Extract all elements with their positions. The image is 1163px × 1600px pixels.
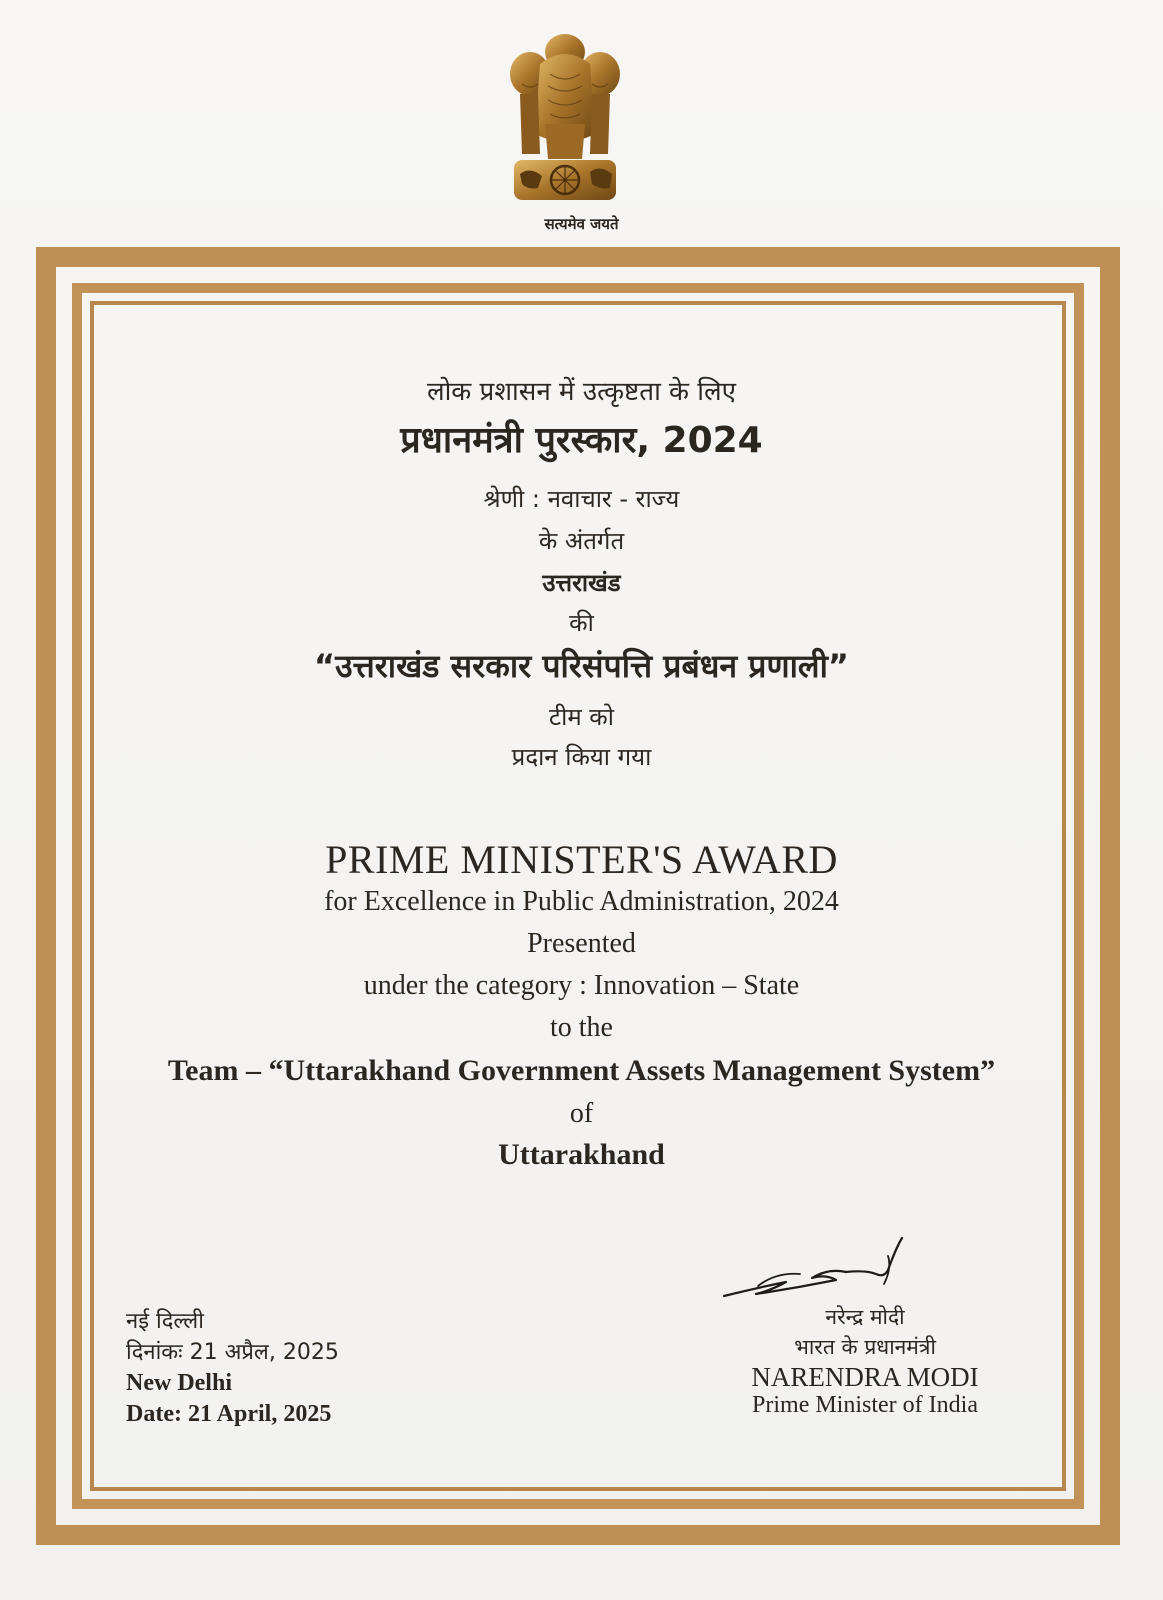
- place-english: New Delhi: [126, 1370, 232, 1396]
- hindi-state: उत्तराखंड: [542, 569, 621, 597]
- hindi-category: श्रेणी : नवाचार - राज्य: [483, 485, 680, 513]
- hindi-team-name: “उत्तराखंड सरकार परिसंपत्ति प्रबंधन प्रणाली”: [314, 647, 849, 685]
- place-hindi: नई दिल्ली: [126, 1309, 204, 1334]
- hindi-presented: प्रदान किया गया: [511, 743, 652, 771]
- english-state: Uttarakhand: [498, 1138, 665, 1171]
- english-award-title: PRIME MINISTER'S AWARD: [325, 837, 838, 882]
- date-hindi: दिनांकः 21 अप्रैल, 2025: [126, 1340, 339, 1365]
- hindi-of: की: [569, 609, 594, 637]
- english-team-name: Team – “Uttarakhand Government Assets Management System”: [167, 1054, 996, 1087]
- signer-block: [720, 1302, 1010, 1420]
- signer-title-hindi: भारत के प्रधानमंत्री: [794, 1335, 936, 1359]
- date-english: Date: 21 April, 2025: [126, 1401, 332, 1427]
- hindi-intro-line: लोक प्रशासन में उत्कृष्टता के लिए: [426, 377, 737, 407]
- english-presented: Presented: [527, 928, 636, 959]
- signer-title-english: Prime Minister of India: [752, 1392, 978, 1418]
- hindi-team-to: टीम को: [549, 703, 614, 731]
- emblem-motto: सत्यमेव जयते: [544, 215, 619, 233]
- signer-name-hindi: नरेन्द्र मोदी: [825, 1305, 905, 1329]
- place-date-block: [126, 1306, 339, 1430]
- signature-icon: [716, 1228, 916, 1308]
- english-to-the: to the: [550, 1012, 613, 1043]
- hindi-under: के अंतर्गत: [538, 527, 625, 555]
- hindi-award-title: प्रधानमंत्री पुरस्कार, 2024: [400, 420, 763, 461]
- english-subtitle: for Excellence in Public Administration, 2024: [324, 886, 839, 917]
- english-of: of: [569, 1098, 594, 1129]
- signer-name-english: NARENDRA MODI: [751, 1362, 979, 1392]
- national-emblem-icon: [500, 24, 630, 214]
- english-category: under the category : Innovation – State: [363, 970, 800, 1001]
